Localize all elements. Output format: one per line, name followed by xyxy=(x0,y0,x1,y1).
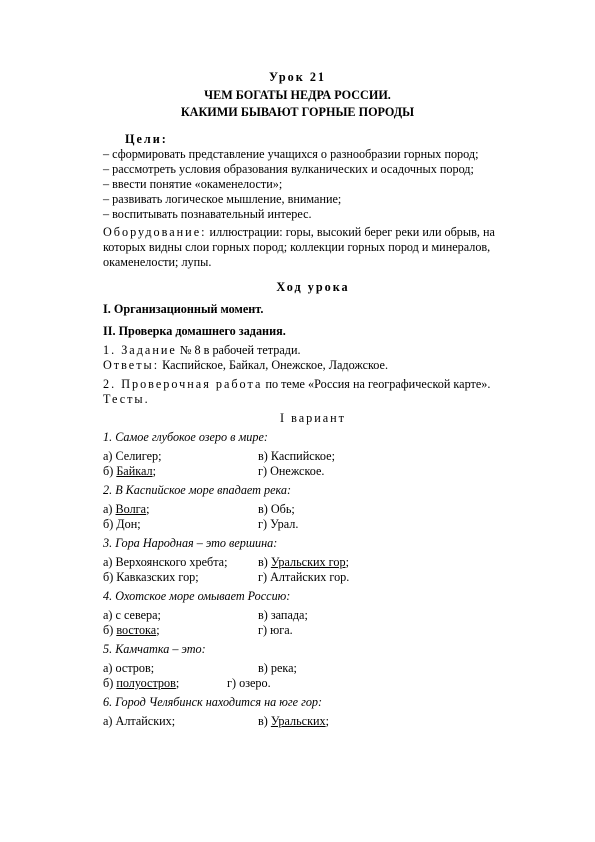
lesson-title-line1: ЧЕМ БОГАТЫ НЕДРА РОССИИ. xyxy=(204,88,391,102)
goals-label: Цели: xyxy=(125,132,168,146)
lesson-title-line2: КАКИМИ БЫВАЮТ ГОРНЫЕ ПОРОДЫ xyxy=(180,105,415,119)
question-4: 4. Охотское море омывает Россию: xyxy=(103,589,291,603)
answers-label: Ответы: xyxy=(103,358,160,372)
goal-item: – развивать логическое мышление, внимание; xyxy=(103,192,342,206)
option-v: в) Уральских; xyxy=(258,714,330,728)
option-b: б) Дон; xyxy=(103,517,141,531)
equipment-line1 xyxy=(103,225,523,240)
goal-item: – воспитывать познавательный интерес. xyxy=(103,207,312,221)
answer-row xyxy=(103,464,523,479)
answer-row xyxy=(103,517,523,532)
equipment-text-1: иллюстрации: горы, высокий берег реки или обрыв, на xyxy=(206,225,495,239)
answer-row xyxy=(103,570,523,585)
stage-2: II. Проверка домашнего задания. xyxy=(103,324,286,338)
question-1: 1. Самое глубокое озеро в мире: xyxy=(103,430,268,444)
task-2-text: по теме «Россия на географической карте». xyxy=(262,377,491,391)
option-a: а) Алтайских; xyxy=(103,714,176,728)
task-1-text: № 8 в рабочей тетради. xyxy=(176,343,301,357)
correct-answer: востока xyxy=(116,623,157,637)
question-6: 6. Город Челябинск находится на юге гор: xyxy=(103,695,323,709)
option-b: б) полуостров; xyxy=(103,676,180,690)
option-v: в) Каспийское; xyxy=(258,449,335,463)
equipment-line2: которых видны слои горных пород; коллекции горных пород и минералов, xyxy=(103,240,491,254)
answer-row xyxy=(103,502,523,517)
goal-item: – ввести понятие «окаменелости»; xyxy=(103,177,283,191)
option-b: б) востока; xyxy=(103,623,160,637)
answer-row xyxy=(103,449,523,464)
option-g: г) Алтайских гор. xyxy=(258,570,350,584)
option-b: б) Байкал; xyxy=(103,464,156,478)
option-g: г) Онежское. xyxy=(258,464,325,478)
correct-answer: Байкал xyxy=(116,464,153,478)
task-1-label: 1. Задание xyxy=(103,343,177,357)
option-v: в) река; xyxy=(258,661,297,675)
question-3: 3. Гора Народная – это вершина: xyxy=(103,536,278,550)
option-a: а) Волга; xyxy=(103,502,150,516)
option-g: г) Урал. xyxy=(258,517,299,531)
equipment-label: Оборудование: xyxy=(103,225,207,239)
answers xyxy=(103,358,523,373)
answers-text: Каспийское, Байкал, Онежское, Ладожское. xyxy=(159,358,389,372)
correct-answer: Уральских гор xyxy=(270,555,346,569)
stage-1: I. Организационный момент. xyxy=(103,302,264,316)
lesson-body xyxy=(103,132,523,729)
task-2-label: 2. Проверочная работа xyxy=(103,377,263,391)
task-2 xyxy=(103,377,523,392)
task-1 xyxy=(103,343,523,358)
question-2: 2. В Каспийское море впадает река: xyxy=(103,483,292,497)
lesson-number: Урок 21 xyxy=(268,70,327,84)
option-v: в) Уральских гор; xyxy=(258,555,349,569)
answer-row xyxy=(103,608,523,623)
equipment-line3: окаменелости; лупы. xyxy=(103,255,212,269)
correct-answer: Уральских xyxy=(270,714,326,728)
tests-label: Тесты. xyxy=(103,392,150,406)
answer-row xyxy=(103,661,523,676)
option-a: а) с севера; xyxy=(103,608,161,622)
question-5: 5. Камчатка – это: xyxy=(103,642,206,656)
correct-answer: полуостров xyxy=(116,676,176,690)
option-a: а) Верхоянского хребта; xyxy=(103,555,228,569)
option-v: в) Обь; xyxy=(258,502,295,516)
answer-row xyxy=(103,623,523,638)
goal-item: – рассмотреть условия образования вулканических и осадочных пород; xyxy=(103,162,474,176)
option-b: б) Кавказских гор; xyxy=(103,570,199,584)
option-g: г) озеро. xyxy=(227,676,271,690)
correct-answer: Волга xyxy=(115,502,147,516)
answer-row xyxy=(103,714,523,729)
option-a: а) Селигер; xyxy=(103,449,162,463)
course-heading: Ход урока xyxy=(276,280,350,294)
option-a: а) остров; xyxy=(103,661,155,675)
answer-row xyxy=(103,555,523,570)
option-g: г) юга. xyxy=(258,623,293,637)
answer-row xyxy=(103,676,523,691)
goal-item: – сформировать представление учащихся о разнообразии горных пород; xyxy=(103,147,479,161)
option-v: в) запада; xyxy=(258,608,308,622)
variant-heading: I вариант xyxy=(280,411,346,425)
